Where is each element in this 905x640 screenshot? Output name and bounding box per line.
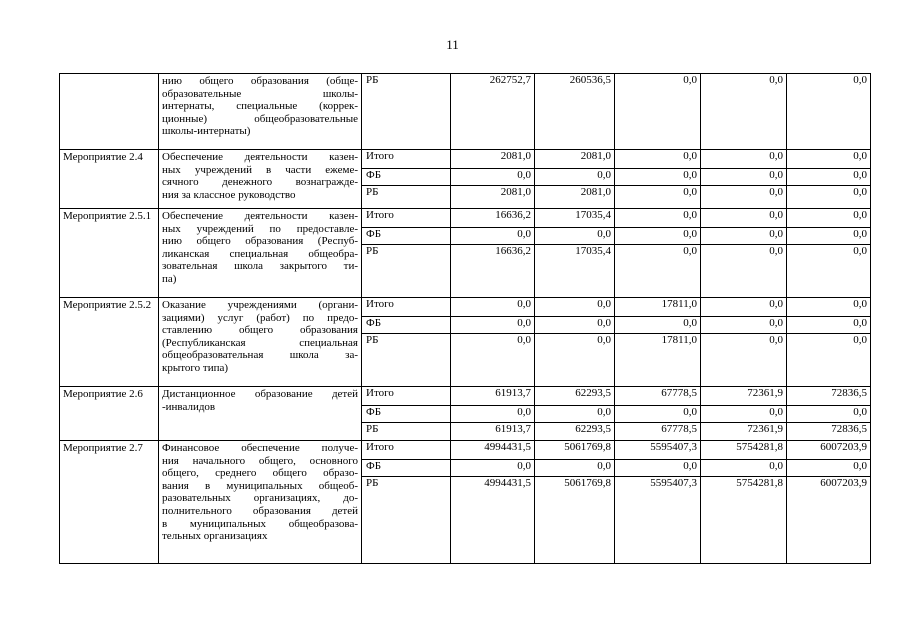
value-cell: 62293,5 [535,423,615,441]
value-cell: 62293,5 [535,387,615,406]
value-cell: 0,0 [615,460,701,477]
description-line: па) [162,272,177,285]
source-cell: РБ [362,477,451,564]
description-line: Обеспечение деятельности казен- [162,210,358,222]
table-row [60,441,871,460]
source-cell: Итого [362,150,451,169]
event-cell [60,74,159,150]
source-cell: ФБ [362,317,451,334]
value-cell: 5754281,8 [701,477,787,564]
source-cell: Итого [362,209,451,228]
value-cell: 0,0 [787,169,871,186]
value-cell: 0,0 [701,245,787,298]
description-line: крытого типа) [162,361,229,374]
value-cell: 0,0 [535,406,615,423]
value-cell: 2081,0 [451,186,535,209]
value-cell: 0,0 [701,74,787,150]
value-cell: 2081,0 [451,150,535,169]
value-cell: 0,0 [701,150,787,169]
value-cell: 72836,5 [787,387,871,406]
description-line: Обеспечение деятельности казен- [162,151,358,163]
value-cell: 0,0 [701,186,787,209]
table-row [60,150,871,169]
value-cell: 67778,5 [615,387,701,406]
value-cell: 0,0 [535,317,615,334]
value-cell: 17035,4 [535,209,615,228]
source-cell: ФБ [362,406,451,423]
value-cell: 0,0 [615,245,701,298]
description-line: ных учреждений по предоставле- [162,222,358,235]
value-cell: 0,0 [787,150,871,169]
value-cell: 0,0 [451,406,535,423]
budget-table [59,73,871,564]
event-cell: Мероприятие 2.5.2 [60,298,159,387]
value-cell: 0,0 [701,169,787,186]
value-cell: 0,0 [787,406,871,423]
description-line: ния за классное руководство [162,188,296,201]
table-row [60,387,871,406]
source-cell: Итого [362,298,451,317]
table-row [60,74,871,150]
value-cell: 5061769,8 [535,441,615,460]
value-cell: 16636,2 [451,209,535,228]
description-cell [159,209,362,298]
description-line: Оказание учреждениями (органи- [162,299,358,311]
value-cell: 0,0 [701,334,787,387]
description-line: образовательные школы- [162,87,358,100]
value-cell: 17811,0 [615,298,701,317]
table-row [60,209,871,228]
value-cell: 0,0 [615,228,701,245]
description-line: общего, среднего общего образо- [162,467,358,480]
value-cell: 5754281,8 [701,441,787,460]
description-cell [159,441,362,564]
value-cell: 0,0 [535,298,615,317]
value-cell: 0,0 [615,209,701,228]
source-cell: РБ [362,186,451,209]
description-line: нию общего образования (Респуб- [162,235,358,248]
value-cell: 0,0 [615,150,701,169]
source-cell: Итого [362,387,451,406]
description-line: ликанская специальная общеобра- [162,247,358,260]
description-line: разовательных организациях, до- [162,492,358,505]
description-line: в муниципальных общеобразова- [162,517,358,530]
value-cell: 5595407,3 [615,477,701,564]
value-cell: 5595407,3 [615,441,701,460]
description-line: зовательная школа закрытого ти- [162,260,358,273]
description-line: -инвалидов [162,400,216,413]
source-cell: ФБ [362,460,451,477]
source-cell: РБ [362,334,451,387]
value-cell: 0,0 [787,298,871,317]
value-cell: 0,0 [701,209,787,228]
description-line: интернаты, специальные (коррек- [162,100,358,113]
value-cell: 72361,9 [701,423,787,441]
value-cell: 6007203,9 [787,441,871,460]
value-cell: 72361,9 [701,387,787,406]
value-cell: 0,0 [787,317,871,334]
value-cell: 0,0 [535,169,615,186]
value-cell: 0,0 [701,460,787,477]
value-cell: 16636,2 [451,245,535,298]
value-cell: 0,0 [535,460,615,477]
description-line: полнительного образования детей [162,504,358,517]
description-line: Финансовое обеспечение получе- [162,442,358,454]
value-cell: 0,0 [787,186,871,209]
description-cell [159,298,362,387]
source-cell: Итого [362,441,451,460]
description-cell [159,74,362,150]
value-cell: 67778,5 [615,423,701,441]
event-cell: Мероприятие 2.7 [60,441,159,564]
value-cell: 0,0 [701,298,787,317]
value-cell: 2081,0 [535,150,615,169]
description-line: ния начального общего, основного [162,454,358,467]
value-cell: 0,0 [451,460,535,477]
source-cell: ФБ [362,169,451,186]
description-line: нию общего образования (обще- [162,75,358,87]
value-cell: 4994431,5 [451,441,535,460]
value-cell: 0,0 [451,334,535,387]
value-cell: 0,0 [787,74,871,150]
value-cell: 0,0 [535,334,615,387]
value-cell: 17035,4 [535,245,615,298]
source-cell: РБ [362,423,451,441]
description-line: сячного денежного вознагражде- [162,176,358,189]
table-row [60,298,871,317]
value-cell: 5061769,8 [535,477,615,564]
value-cell: 0,0 [787,245,871,298]
value-cell: 2081,0 [535,186,615,209]
value-cell: 17811,0 [615,334,701,387]
description-line: Дистанционное образование детей [162,388,358,400]
value-cell: 0,0 [451,317,535,334]
value-cell: 61913,7 [451,387,535,406]
description-line: тельных организациях [162,530,268,543]
value-cell: 0,0 [787,209,871,228]
description-line: (Республиканская специальная [162,336,358,349]
value-cell: 0,0 [451,298,535,317]
description-cell [159,150,362,209]
value-cell: 0,0 [701,228,787,245]
value-cell: 0,0 [787,228,871,245]
description-line: зациями) услуг (работ) по предо- [162,311,358,324]
value-cell: 0,0 [787,334,871,387]
description-line: вания в муниципальных общеоб- [162,479,358,492]
event-cell: Мероприятие 2.6 [60,387,159,441]
value-cell: 0,0 [701,406,787,423]
description-line: ставлению общего образования [162,324,358,337]
value-cell: 61913,7 [451,423,535,441]
value-cell: 4994431,5 [451,477,535,564]
value-cell: 0,0 [615,186,701,209]
value-cell: 0,0 [787,460,871,477]
value-cell: 0,0 [701,317,787,334]
value-cell: 260536,5 [535,74,615,150]
description-cell [159,387,362,441]
value-cell: 72836,5 [787,423,871,441]
page-number: 11 [446,37,459,52]
description-line: школы-интернаты) [162,125,251,138]
description-line: общеобразовательная школа за- [162,349,358,362]
value-cell: 0,0 [451,169,535,186]
source-cell: РБ [362,245,451,298]
value-cell: 0,0 [615,406,701,423]
source-cell: ФБ [362,228,451,245]
value-cell: 0,0 [615,169,701,186]
description-line: ных учреждений в части ежеме- [162,163,358,176]
value-cell: 0,0 [451,228,535,245]
source-cell: РБ [362,74,451,150]
value-cell: 0,0 [615,317,701,334]
event-cell: Мероприятие 2.4 [60,150,159,209]
value-cell: 0,0 [535,228,615,245]
description-line: ционные) общеобразовательные [162,112,358,125]
event-cell: Мероприятие 2.5.1 [60,209,159,298]
value-cell: 0,0 [615,74,701,150]
value-cell: 262752,7 [451,74,535,150]
value-cell: 6007203,9 [787,477,871,564]
